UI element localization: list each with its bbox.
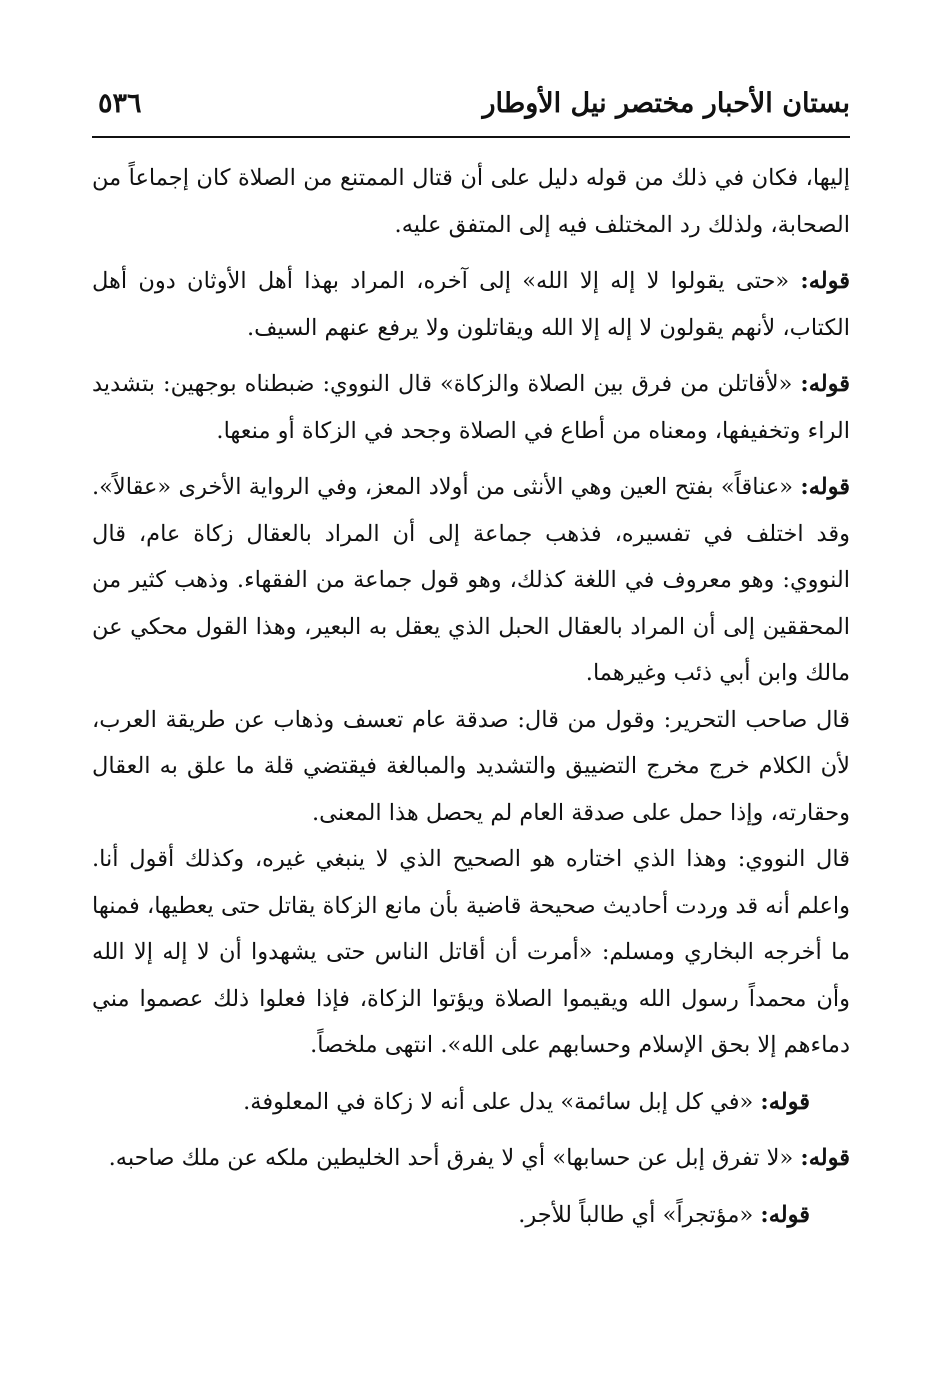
paragraph-label: قوله: (800, 474, 850, 500)
paragraph-text: «في كل إبل سائمة» يدل على أنه لا زكاة في المعلوفة. (243, 1088, 754, 1115)
header-rule (92, 136, 850, 138)
page-body (92, 155, 850, 1248)
page-number: ٥٣٦ (98, 88, 142, 119)
page-header (92, 78, 850, 138)
paragraph (92, 1135, 850, 1182)
paragraph-label: قوله: (800, 1145, 850, 1171)
paragraph-text: قال النووي: وهذا الذي اختاره هو الصحيح الذي لا ينبغي غيره، وكذلك أقول أنا. واعلم أنه قد وردت أحاديث صحيحة قاضية بأن مانع الزكاة يقاتل حتى يعطيها، فمنها ما أخرجه البخاري ومسلم: «أمرت أن أقاتل الناس حتى يشهدوا أن لا إله إلا الله وأن محمداً رسول الله ويقيموا الصلاة ويؤتوا الزكاة، فإذا فعلوا ذلك عصموا مني دماءهم إلا بحق الإسلام وحسابهم على الله». انتهى ملخصاً. (92, 846, 850, 1058)
paragraph (92, 464, 850, 697)
running-title: بستان الأحبار مختصر نيل الأوطار (482, 88, 850, 119)
paragraph-text: إليها، فكان في ذلك من قوله دليل على أن قتال الممتنع من الصلاة كان إجماعاً من الصحابة، ولذلك رد المختلف فيه إلى المتفق عليه. (92, 165, 850, 238)
paragraph (92, 258, 850, 351)
paragraph-text: «حتى يقولوا لا إله إلا الله» إلى آخره، المراد بهذا أهل الأوثان دون أهل الكتاب، لأنهم يقولون لا إله إلا الله ويقاتلون ولا يرفع عنهم السيف. (92, 268, 850, 341)
paragraph (92, 697, 850, 837)
paragraph-label: قوله: (760, 1088, 810, 1115)
paragraph-continuation (92, 155, 850, 248)
paragraph-label: قوله: (800, 268, 851, 294)
paragraph-label: قوله: (800, 371, 851, 397)
paragraph-text: «عناقاً» بفتح العين وهي الأنثى من أولاد المعز، وفي الرواية الأخرى «عقالاً». وقد اختلف في تفسيره، فذهب جماعة إلى أن المراد بالعقال زكاة عام، قال النووي: وهو معروف في اللغة كذلك، وهو قول جماعة من الفقهاء. وذهب كثير من المحققين إلى أن المراد بالعقال الحبل الذي يعقل به البعير، وهذا القول محكي عن مالك وابن أبي ذئب وغيرهما. (92, 474, 850, 686)
paragraph (92, 1079, 850, 1126)
paragraph-text: «لأقاتلن من فرق بين الصلاة والزكاة» قال النووي: ضبطناه بوجهين: بتشديد الراء وتخفيفها، ومعناه من أطاع في الصلاة وجحد في الزكاة أو منعها. (92, 371, 850, 444)
paragraph-text: قال صاحب التحرير: وقول من قال: صدقة عام تعسف وذهاب عن طريقة العرب، لأن الكلام خرج مخرج التضييق والتشديد والمبالغة فيقتضي قلة ما علق به العقال وحقارته، وإذا حمل على صدقة العام لم يحصل هذا المعنى. (92, 706, 850, 826)
paragraph-text: «مؤتجراً» أي طالباً للأجر. (518, 1201, 754, 1228)
paragraph-label: قوله: (760, 1201, 810, 1228)
paragraph (92, 836, 850, 1069)
paragraph (92, 361, 850, 454)
paragraph (92, 1192, 850, 1239)
paragraph-text: «لا تفرق إبل عن حسابها» أي لا يفرق أحد الخليطين ملكه عن ملك صاحبه. (108, 1145, 794, 1171)
